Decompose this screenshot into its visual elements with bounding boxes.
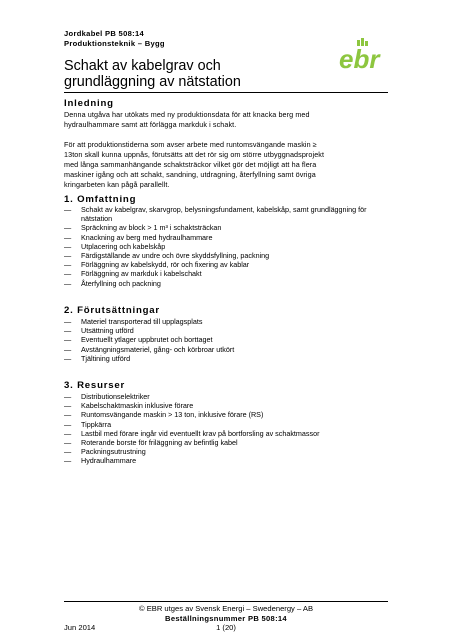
list-item: — Återfyllning och packning xyxy=(64,279,390,288)
list-item: — Utplacering och kabelskåp xyxy=(64,242,390,251)
list-item: — Knackning av berg med hydraulhammare xyxy=(64,233,390,242)
list-item: — Lastbil med förare ingår vid eventuellt krav på bortforsling av schaktmassor xyxy=(64,429,390,438)
text-line: med långa sammanhängande schaktsträckor vilket gör det möjligt att ha flera xyxy=(64,160,317,169)
list-item: — Tjältining utförd xyxy=(64,354,390,363)
footer-date: Jun 2014 xyxy=(64,623,96,632)
text-line: Denna utgåva har utökats med ny produktionsdata för att knacka berg med xyxy=(64,110,310,119)
list-item: — Distributionselektriker xyxy=(64,392,390,401)
title-divider xyxy=(64,92,388,93)
list-item: — Tippkärra xyxy=(64,420,390,429)
list-item: — Spräckning av block > 1 m³ i schaktsträckan xyxy=(64,223,390,232)
list-item: — Materiel transporterad till upplagsplats xyxy=(64,317,390,326)
document-category: Produktionsteknik – Bygg xyxy=(64,39,165,48)
list-item: — Roterande borste för friläggning av befintlig kabel xyxy=(64,438,390,447)
document-header xyxy=(64,29,165,49)
text-line: 13ton skall kunna uppnås, förutsätts att det rör sig om större utbyggnadsprojekt xyxy=(64,150,325,159)
section-heading-resurser: 3. Resurser xyxy=(64,380,126,391)
section-list-omfattning xyxy=(64,205,390,288)
section-heading-omfattning: 1. Omfattning xyxy=(64,194,137,205)
intro-paragraph-2 xyxy=(64,140,390,190)
list-item: — Hydraulhammare xyxy=(64,456,390,465)
ebr-logo xyxy=(338,38,388,72)
document-code: Jordkabel PB 508:14 xyxy=(64,29,144,38)
text-line: kringarbeten kan pågå parallellt. xyxy=(64,180,170,189)
list-item: — Utsättning utförd xyxy=(64,326,390,335)
list-item: — Färdigställande av undre och övre skyddsfyllning, packning xyxy=(64,251,390,260)
footer-page-number: 1 (20) xyxy=(216,623,236,632)
text-line: För att produktionstiderna som avser arbete med runtomsvängande maskin ≥ xyxy=(64,140,317,149)
text-line: maskiner igång och att schakt, sandning, utdragning, återfyllning samt övriga xyxy=(64,170,316,179)
section-list-resurser xyxy=(64,392,390,466)
text-line: hydraulhammare samt att förlägga markduk i schakt. xyxy=(64,120,237,129)
list-item: — Avstängningsmateriel, gång- och körbroar utkört xyxy=(64,345,390,354)
document-title xyxy=(64,58,241,90)
intro-paragraph-1 xyxy=(64,110,390,130)
logo-text: ebr xyxy=(339,44,380,72)
list-item: — Schakt av kabelgrav, skarvgrop, belysningsfundament, kabelskåp, samt grundläggning för nätstation xyxy=(64,205,390,223)
list-item: — Förläggning av markduk i kabelschakt xyxy=(64,269,390,278)
intro-heading: Inledning xyxy=(64,98,114,109)
section-list-forutsattningar xyxy=(64,317,390,363)
list-item: — Runtomsvängande maskin > 13 ton, inklusive förare (RS) xyxy=(64,410,390,419)
list-item: — Eventuellt ytlager uppbrutet och borttaget xyxy=(64,335,390,344)
footer-copyright: © EBR utges av Svensk Energi – Swedenergy – AB xyxy=(138,604,314,613)
footer-divider xyxy=(64,601,388,602)
footer-order-number: Beställningsnummer PB 508:14 xyxy=(165,614,287,623)
title-line-2: grundläggning av nätstation xyxy=(64,74,241,90)
list-item: — Kabelschaktmaskin inklusive förare xyxy=(64,401,390,410)
list-item: — Packningsutrustning xyxy=(64,447,390,456)
title-line-1: Schakt av kabelgrav och xyxy=(64,58,221,74)
section-heading-forutsattningar: 2. Förutsättningar xyxy=(64,305,160,316)
list-item: — Förläggning av kabelskydd, rör och fixering av kablar xyxy=(64,260,390,269)
